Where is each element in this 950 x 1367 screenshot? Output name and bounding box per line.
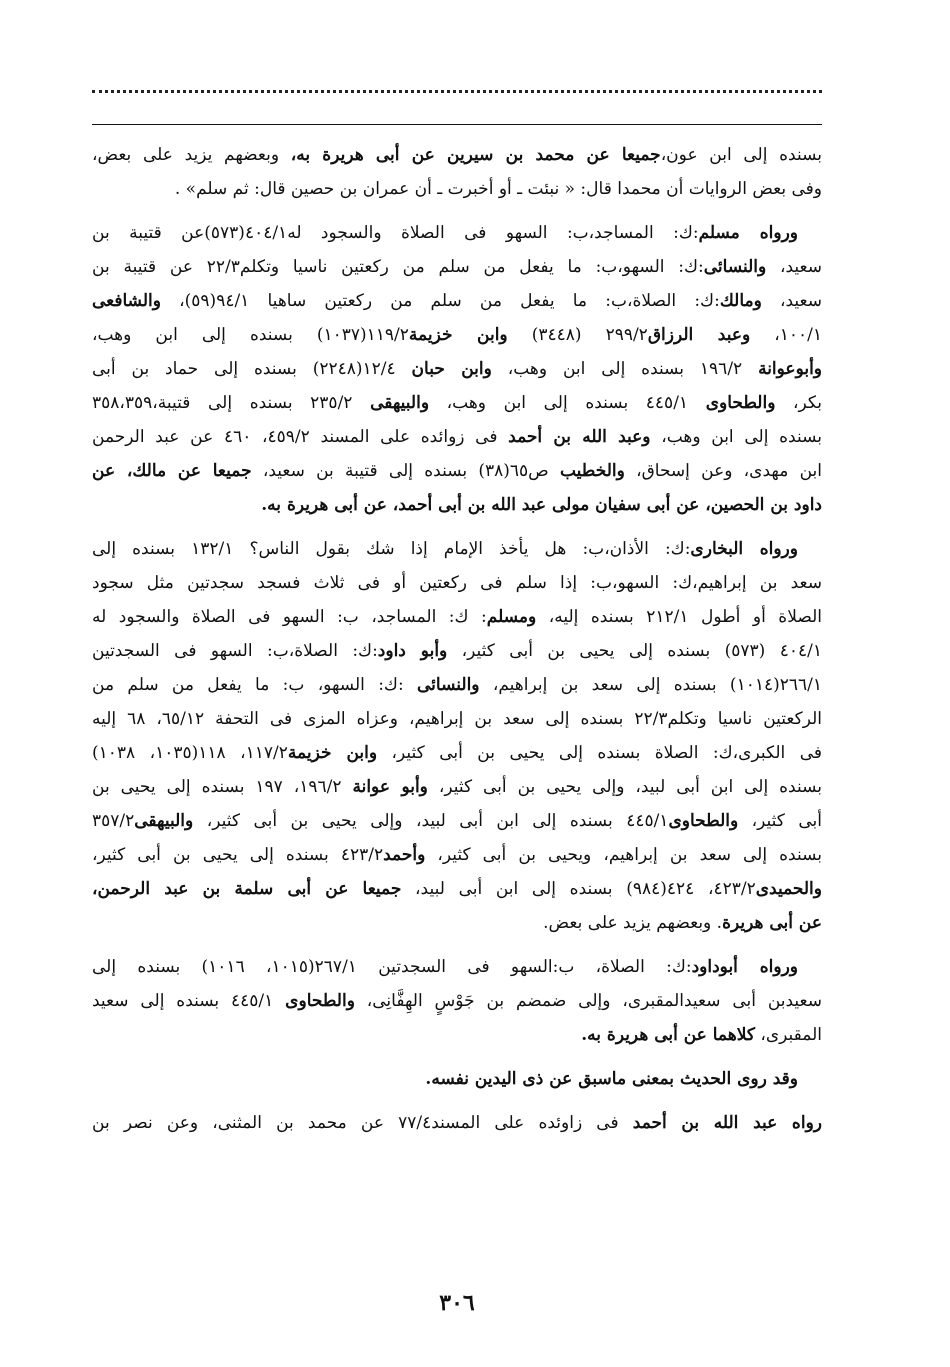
text-line: ٢٦٦/١(١٠١٤) بسنده إلى سعد بن إبراهيم، والنسائى :ك: السهو، ب: ما يفعل من سلم من xyxy=(92,675,822,695)
text-line: وأبوعوانة ١٩٦/٢ بسنده إلى ابن وهب، وابن حبان ١٢/٤(٢٢٤٨) بسنده إلى حماد بن أبى xyxy=(92,359,822,379)
text-line: سعيد، والنسائى:ك: السهو،ب: ما يفعل من سلم من ركعتين ناسيا وتكلم٢٢/٣ عن قتيبة بن xyxy=(92,257,822,277)
paragraph xyxy=(92,1106,822,1140)
text-line: بسنده إلى ابن أبى لبيد، وإلى يحيى بن أبى كثير، وأبو عوانة ١٩٦/٢، ١٩٧ بسنده إلى يحيى بن xyxy=(92,777,822,797)
text-line: ورواه مسلم:ك: المساجد،ب: السهو فى الصلاة والسجود له٤٠٤/١(٥٧٣)عن قتيبة بن xyxy=(92,223,798,243)
text-line: سعد بن إبراهيم،ك: السهو،ب: إذا سلم فى ركعتين أو فى ثلاث فسجد سجدتين مثل سجود xyxy=(92,573,822,593)
header-rule xyxy=(92,124,822,125)
text-line: المقبرى، كلاهما عن أبى هريرة به. xyxy=(581,1025,822,1045)
text-line: بسنده إلى ابن وهب، وعبد الله بن أحمد فى زوائده على المسند ٤٥٩/٢، ٤٦٠ عن عبد الرحمن xyxy=(92,427,822,447)
text-line: رواه عبد الله بن أحمد فى زاوئده على المسند٧٧/٤ عن محمد بن المثنى، وعن نصر بن xyxy=(92,1113,822,1133)
text-line: ٤٠٤/١ (٥٧٣) بسنده إلى يحيى بن أبى كثير، وأبو داود:ك: الصلاة،ب: السهو فى السجدتين xyxy=(92,641,822,661)
text-line: أبى كثير، والطحاوى٤٤٥/١ بسنده إلى ابن أبى لبيد، وإلى يحيى بن أبى كثير، والبيهقى٣٥٧/٢ xyxy=(92,811,822,831)
text-line: ورواه البخارى:ك: الأذان،ب: هل يأخذ الإمام إذا شك بقول الناس؟ ١٣٢/١ بسنده إلى xyxy=(92,539,798,559)
text-line: ورواه أبوداود:ك: الصلاة، ب:السهو فى السجدتين ٢٦٧/١(١٠١٥، ١٠١٦) بسنده إلى xyxy=(92,957,798,977)
text-line: ١٠٠/١، وعبد الرزاق٢٩٩/٢ (٣٤٤٨) وابن خزيمة١١٩/٢(١٠٣٧) بسنده إلى ابن وهب، xyxy=(92,325,822,345)
text-line: بكر، والطحاوى ٤٤٥/١ بسنده إلى ابن وهب، والبيهقى ٢٣٥/٢ بسنده إلى قتيبة،٣٥٨،٣٥٩ xyxy=(92,393,822,413)
text-line: وفى بعض الروايات أن محمدا قال: « نبئت ـ أو أخبرت ـ أن عمران بن حصين قال: ثم سلم» . xyxy=(174,179,822,199)
text-line: سعيد، ومالك:ك: الصلاة،ب: ما يفعل من سلم من ركعتين ساهيا ٩٤/١(٥٩)، والشافعى xyxy=(92,291,822,311)
text-line: فى الكبرى،ك: الصلاة بسنده إلى يحيى بن أبى كثير، وابن خزيمة١١٧/٢، ١١٨(١٠٣٥، ١٠٣٨) xyxy=(92,743,822,763)
header-dotted-line xyxy=(92,90,822,93)
text-line: والحميدى٤٢٣/٢، ٤٢٤(٩٨٤) بسنده إلى ابن أبى لبيد، جميعا عن أبى سلمة بن عبد الرحمن، xyxy=(92,879,822,899)
text-line: بسنده إلى ابن عون،جميعا عن محمد بن سيرين عن أبى هريرة به، وبعضهم يزيد على بعض، xyxy=(92,145,822,165)
book-page xyxy=(92,0,822,1367)
paragraph xyxy=(92,950,822,1052)
text-line: الصلاة أو أطول ٢١٢/١ بسنده إليه، ومسلم: ك: المساجد، ب: السهو فى الصلاة والسجود له xyxy=(92,607,822,627)
text-line: داود بن الحصين، عن أبى سفيان مولى عبد الله بن أبى أحمد، عن أبى هريرة به. xyxy=(261,495,822,515)
text-line: ابن مهدى، وعن إسحاق، والخطيب ص٦٥(٣٨) بسنده إلى قتيبة بن سعيد، جميعا عن مالك، عن xyxy=(92,461,822,481)
paragraph xyxy=(92,138,822,206)
paragraph xyxy=(92,1062,822,1096)
text-line: سعيدبن أبى سعيدالمقبرى، وإلى ضمضم بن جَوْسٍ الهِفَّانِى، والطحاوى ٤٤٥/١ بسنده إلى سعيد xyxy=(92,991,822,1011)
paragraph xyxy=(92,532,822,940)
page-number: ٣٠٦ xyxy=(439,1290,475,1316)
text-line: الركعتين ناسيا وتكلم٢٢/٣ بسنده إلى سعد بن إبراهيم، وعزاه المزى فى التحفة ٦٥/١٢، ٦٨ إليه xyxy=(92,709,822,729)
text-line: بسنده إلى سعد بن إبراهيم، ويحيى بن أبى كثير، وأحمد٤٢٣/٢ بسنده إلى يحيى بن أبى كثير، xyxy=(92,845,822,865)
text-line: وقد روى الحديث بمعنى ماسبق عن ذى اليدين نفسه. xyxy=(425,1069,798,1089)
page-body xyxy=(92,138,822,1140)
text-line: عن أبى هريرة. وبعضهم يزيد على بعض. xyxy=(543,913,822,933)
paragraph xyxy=(92,216,822,522)
